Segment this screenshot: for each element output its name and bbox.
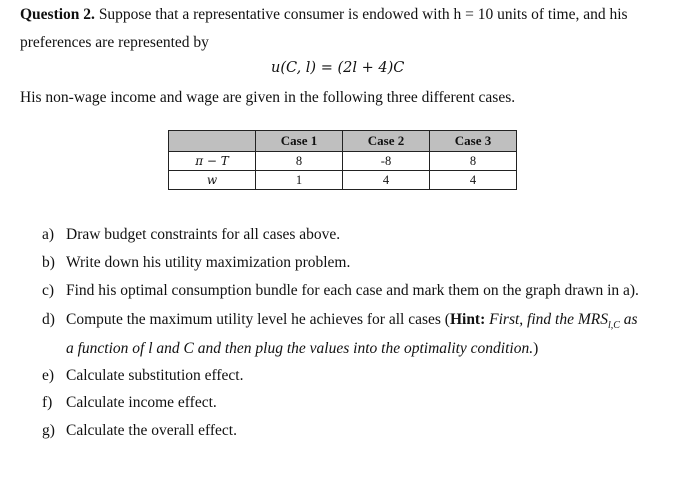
- hint-close: ): [533, 340, 539, 357]
- part-e: [42, 367, 244, 385]
- table-cell: -8: [343, 152, 430, 171]
- cases-intro: His non-wage income and wage are given in the following three different cases.: [20, 89, 516, 106]
- part-text: Draw budget constraints for all cases above.: [66, 226, 341, 243]
- part-label: f): [42, 394, 53, 411]
- table-header-row: [169, 131, 517, 152]
- utility-function: u(C, l) = (2l + 4)C: [271, 60, 405, 76]
- row-label-nonwage-income: π − T: [169, 152, 256, 171]
- row-label-wage: w: [169, 171, 256, 190]
- question-label: Question 2.: [20, 6, 95, 23]
- table-header-case1: Case 1: [256, 131, 343, 152]
- part-label: b): [42, 254, 55, 271]
- table-cell: 8: [430, 152, 517, 171]
- hint-label: Hint:: [449, 311, 486, 328]
- question-heading: [20, 6, 628, 24]
- part-text: Find his optimal consumption bundle for each case and mark them on the graph drawn in a).: [66, 282, 639, 299]
- hint-continuation-text: a function of l and C and then plug the values into the optimality condition.: [66, 340, 534, 357]
- table-row: [169, 171, 517, 190]
- part-f: [42, 394, 217, 412]
- hint-end: as: [619, 311, 638, 328]
- cases-table: [168, 130, 517, 190]
- part-text: Compute the maximum utility level he achieves for all cases (: [66, 311, 450, 328]
- table-cell: 4: [343, 171, 430, 190]
- table-row: [169, 152, 517, 171]
- part-text: Write down his utility maximization problem.: [66, 254, 351, 271]
- part-text: Calculate the overall effect.: [66, 422, 237, 439]
- part-b: [42, 254, 350, 272]
- hint-text: First, find the MRS: [485, 311, 608, 328]
- part-label: g): [42, 422, 55, 439]
- part-g: [42, 422, 237, 440]
- part-label: c): [42, 282, 55, 299]
- part-a: [42, 226, 340, 244]
- part-d: [42, 311, 638, 331]
- question-text-line1: Suppose that a representative consumer is endowed with h = 10 units of time, and his: [98, 6, 628, 23]
- question-text-line2: preferences are represented by: [20, 34, 209, 51]
- table-header-case3: Case 3: [430, 131, 517, 152]
- table-cell: 8: [256, 152, 343, 171]
- mrs-subscript: l,C: [607, 320, 620, 332]
- table-header-empty: [169, 131, 256, 152]
- part-text: Calculate income effect.: [66, 394, 217, 411]
- part-label: d): [42, 311, 55, 328]
- table-cell: 4: [430, 171, 517, 190]
- table-header-case2: Case 2: [343, 131, 430, 152]
- part-label: e): [42, 367, 55, 384]
- hint-continuation: [66, 340, 538, 358]
- part-text: Calculate substitution effect.: [66, 367, 244, 384]
- table-cell: 1: [256, 171, 343, 190]
- part-label: a): [42, 226, 55, 243]
- part-c: [42, 282, 639, 300]
